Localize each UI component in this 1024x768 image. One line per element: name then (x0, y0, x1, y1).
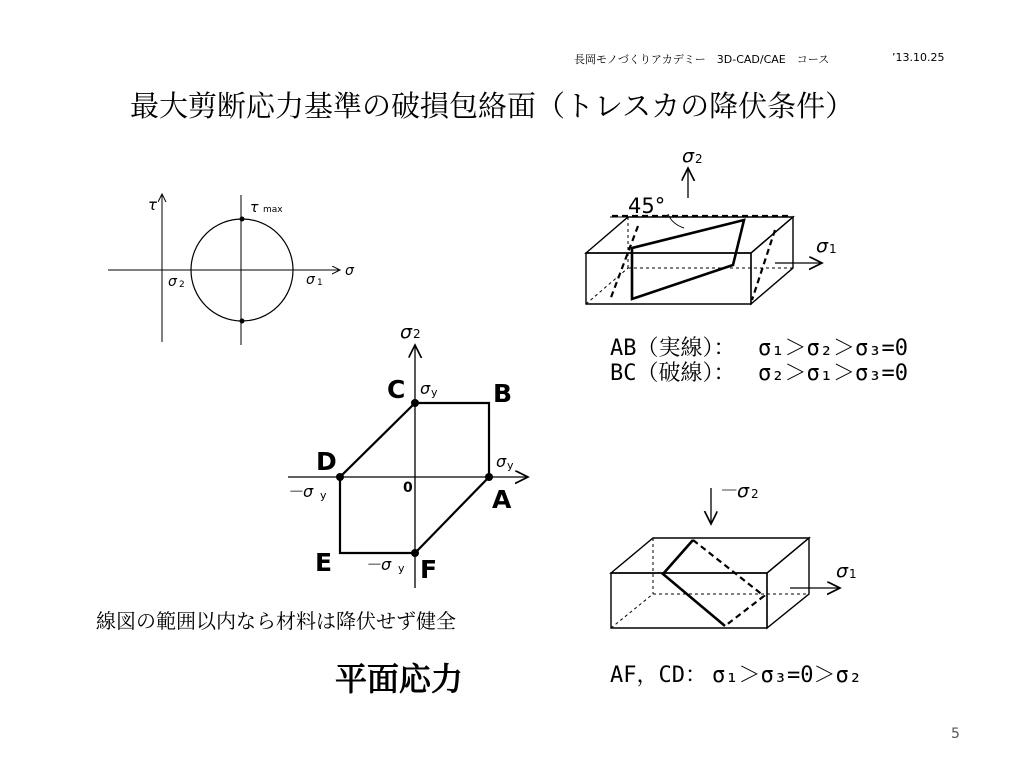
angle-label: 45° (628, 194, 666, 218)
top-block-sigma2: σ (682, 145, 695, 167)
sigma-axis-label: σ (345, 263, 354, 279)
mohr-point-bottom (240, 319, 245, 324)
date-header: ’13.10.25 (892, 51, 945, 64)
ab-condition-label: AB（実線）： (610, 336, 736, 361)
f-neg-sigma-y: －σ (365, 555, 392, 574)
bc-condition-expr: σ₂＞σ₁＞σ₃=0 (758, 361, 908, 386)
page-title: 最大剪断応力基準の破損包絡面（トレスカの降伏条件） (130, 89, 855, 123)
point-c (411, 399, 419, 407)
label-c: C (387, 375, 406, 404)
d-neg-sigma-y: －σ (287, 482, 314, 501)
c-sigma-y: σ (420, 379, 431, 398)
sigma1-label: σ (306, 272, 315, 288)
top-block-sigma1: σ (816, 235, 829, 257)
envelope-sigma2-sub: 2 (413, 327, 421, 341)
mohr-point-top (240, 217, 245, 222)
bc-condition-label: BC（破線）： (610, 361, 736, 386)
bottom-block-neg-sigma2: －σ (718, 480, 750, 502)
sigma1-sub: 1 (317, 278, 323, 288)
label-e: E (315, 548, 333, 577)
top-block-diagram (586, 168, 822, 304)
a-sigma-y: σ (496, 452, 507, 471)
tau-max-sub: max (263, 205, 283, 215)
envelope-sigma2-label: σ (400, 321, 413, 343)
tau-axis-label: τ (148, 196, 158, 214)
bottom-block-neg-sigma2-sub: 2 (751, 487, 759, 501)
ab-condition-expr: σ₁＞σ₂＞σ₃=0 (758, 336, 908, 361)
label-a: A (492, 485, 512, 514)
af-cd-condition-expr: σ₁＞σ₃=0＞σ₂ (712, 663, 862, 688)
mohr-axes (108, 194, 340, 345)
safe-region-note: 線図の範囲以内なら材料は降伏せず健全 (96, 609, 456, 633)
c-sigma-y-sub: y (431, 386, 438, 399)
origin-label: 0 (403, 480, 413, 496)
sigma2-sub: 2 (179, 280, 185, 290)
tau-max-label: τ (250, 200, 259, 216)
top-block-sigma1-sub: 1 (829, 242, 837, 256)
a-sigma-y-sub: y (507, 459, 514, 472)
bottom-block-sigma1: σ (836, 560, 849, 582)
sigma2-label: σ (168, 274, 177, 290)
f-neg-sigma-y-sub: y (398, 562, 405, 575)
top-block-sigma2-sub: 2 (695, 152, 703, 166)
course-header: 長岡モノづくりアカデミー 3D-CAD/CAE コース (574, 53, 830, 66)
label-d: D (316, 447, 337, 476)
plane-stress-caption: 平面応力 (335, 660, 464, 698)
d-neg-sigma-y-sub: y (320, 489, 327, 502)
bottom-block-sigma1-sub: 1 (849, 567, 857, 581)
bottom-block-diagram (611, 488, 840, 628)
point-f (411, 549, 419, 557)
page-number: 5 (951, 726, 960, 742)
point-d (336, 473, 344, 481)
label-f: F (420, 555, 438, 584)
label-b: B (493, 379, 513, 408)
point-a (485, 473, 493, 481)
af-cd-condition-label: AF，CD： (610, 663, 707, 688)
